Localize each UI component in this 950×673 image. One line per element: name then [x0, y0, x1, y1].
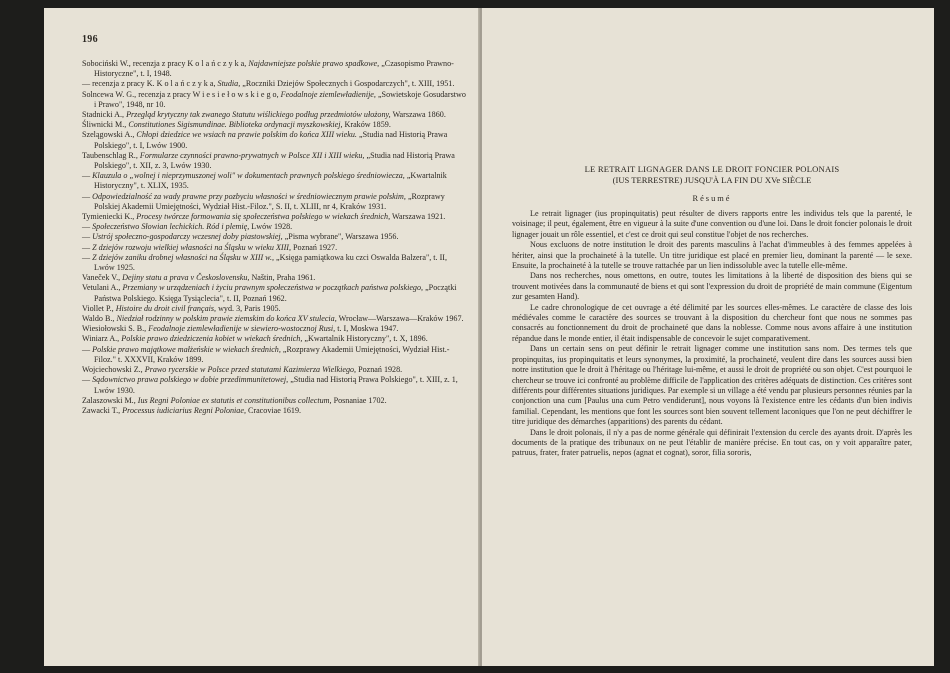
resume-paragraph: Dans nos recherches, nous omettons, en outre, toutes les limitations à la liberté de disposition des biens qui se trouvent motivées dans la communauté de biens et qui sont l'expression du droit de propriété de main commune (Eigentum zur gesamten Hand). [512, 271, 912, 302]
entry-author: Wojciechowski Z., [82, 365, 143, 375]
bibliography-entry [82, 90, 468, 110]
article-subtitle: (IUS TERRESTRE) JUSQU'À LA FIN DU XVe SIÈCLE [612, 175, 812, 185]
entry-author: Viollet P., [82, 303, 114, 313]
entry-title: Z dziejów zaniku drobnej własności na Śląsku w XIII w., [92, 252, 275, 262]
entry-publication: wyd. 3, Paris 1905. [218, 303, 281, 313]
entry-author: — [82, 344, 91, 354]
left-page [44, 8, 480, 666]
entry-publication: „Kwartalnik Historyczny", t. XLIX, 1935. [94, 171, 447, 191]
bibliography-entry [82, 283, 468, 303]
bibliography-list [82, 59, 468, 416]
entry-title: Prawo rycerskie w Polsce przed statutami Kazimierza Wielkiego, [144, 365, 357, 375]
entry-title: Processus iudiciarius Regni Poloniae, [122, 405, 246, 415]
entry-publication: „Pisma wybrane", Warszawa 1956. [284, 232, 399, 242]
entry-author: — [82, 191, 91, 201]
entry-title: Najdawniejsze polskie prawo spadkowe, [248, 59, 380, 68]
entry-publication: Warszawa 1921. [391, 212, 446, 222]
bibliography-entry [82, 273, 468, 283]
bibliography-entry [82, 171, 468, 191]
entry-publication: Wrocław—Warszawa—Kraków 1967. [338, 314, 464, 324]
entry-publication: Lwów 1928. [251, 222, 293, 232]
bibliography-entry [82, 79, 468, 89]
entry-title: Przemiany w urządzeniach i życiu prawnym społeczeństwa w początkach państwa polskiego, [122, 283, 424, 293]
entry-title: Z dziejów rozwoju wielkiej własności na Śląsku w wieku XIII, [92, 242, 292, 252]
bibliography-entry [82, 365, 468, 375]
entry-publication: „Księga pamiątkowa ku czci Oswalda Balzera", t. II, Lwów 1925. [94, 252, 447, 273]
entry-author: Stadnicki A., [82, 110, 125, 120]
entry-publication: „Roczniki Dziejów Społecznych i Gospodarczych", t. XIII, 1951. [242, 79, 455, 89]
bibliography-entry [82, 192, 468, 212]
entry-publication: „Studia nad Historią Prawa Polskiego", t. XII, z. 3, Lwów 1930. [94, 150, 455, 171]
entry-title: Polskie prawo majątkowe małżeńskie w wiekach średnich, [92, 344, 281, 354]
resume-text [512, 209, 912, 459]
entry-title: Studia, [217, 79, 241, 89]
entry-publication: „Rozprawy Polskiej Akademii Umiejętności, Wydział Hist.-Filoz.", S. II, t. XLIII, nr 4, Kraków 1931. [94, 191, 445, 211]
entry-publication: Posnaniae 1702. [333, 395, 387, 405]
entry-author: Tymieniecki K., [82, 212, 135, 222]
entry-publication: Cracoviae 1619. [248, 405, 302, 415]
entry-author: Zawacki T., [82, 405, 121, 415]
entry-author: — [82, 232, 91, 242]
bibliography-entry [82, 396, 468, 406]
bibliography-entry [82, 222, 468, 232]
entry-publication: „Początki Państwa Polskiego. Księga Tysiąclecia", t. II, Poznań 1962. [94, 283, 457, 303]
entry-publication: Naštin, Praha 1961. [251, 273, 316, 283]
entry-author: — recenzja z pracy K. K o l a ń c z y k a, [82, 79, 216, 89]
entry-author: Vetulani A., [82, 283, 121, 293]
entry-author: Waldo B., [82, 314, 115, 324]
entry-title: Przegląd krytyczny tak zwanego Statutu wiślickiego podług przedmiotów ułożony, [126, 110, 391, 120]
entry-publication: Warszawa 1860. [392, 110, 446, 120]
entry-title: Polskie prawo dziedziczenia kobiet w wiekach średnich, [121, 334, 303, 344]
resume-paragraph: Dans un certain sens on peut définir le retrait lignager comme une institution sans nom. Des termes tels que propinquitas, ius propinquitatis et leurs synonymes, la proximité, la prochaineté, veulent dire dans les sources aussi bien notre institution que le droit à l'héritage ou l'héritage lui-même, et aussi le droit de propriété ou son objet. C'est pourquoi le chercheur se trouve ici confronté au problème difficile de l'application des critères adéquats de distinction. Ces critères sont différents pour différentes situations juridiques. Par exemple si un village a été vendu par plusieurs personnes réunies par la conjonction una cum [Paulus una cum Petro vendiderunt], nous voyons là l'existence entre les cédants d'un bien indivis familial. Cependant, les mentions que font les sources sont bien souvent tellement laconiques que l'on ne peut déchiffrer le titre juridique des démarches (apparitions) des parents du cédant. [512, 344, 913, 427]
entry-publication: t. I, Moskwa 1947. [337, 324, 399, 334]
entry-author: — [82, 252, 91, 262]
entry-title: Feodalnoje ziemlewładienije, [280, 89, 376, 99]
entry-title: Społeczeństwo Słowian lechickich. Ród i plemię, [92, 222, 250, 232]
entry-publication: Poznań 1928. [358, 365, 403, 375]
entry-author: Szelągowski A., [82, 130, 135, 140]
entry-author: — [82, 242, 91, 252]
entry-author: Solncewa W. G., recenzja z pracy W i e s i e ł o w s k i e g o, [82, 89, 279, 99]
entry-publication: „Czasopismo Prawno-Historyczne", t. I, 1948. [94, 59, 454, 79]
bibliography-entry [82, 59, 468, 79]
bibliography-entry [82, 375, 468, 395]
bibliography-entry [82, 406, 468, 416]
bibliography-entry [82, 232, 468, 242]
entry-publication: Kraków 1859. [344, 120, 391, 130]
entry-title: Ustrój społeczno-gospodarczy wczesnej doby piastowskiej, [92, 232, 283, 242]
entry-title: Chłopi dziedzice we wsiach na prawie polskim do końca XIII wieku. [136, 130, 357, 140]
bibliography-entry [82, 253, 468, 273]
entry-title: Klauzula o „wolnej i nieprzymuszonej woli" w dokumentach prawnych polskiego średniowiecza, [92, 171, 405, 181]
bibliography-entry [82, 212, 468, 222]
article-title: LE RETRAIT LIGNAGER DANS LE DROIT FONCIER POLONAIS [584, 164, 840, 174]
entry-publication: „Kwartalnik Historyczny", t. X, 1896. [304, 334, 428, 344]
entry-title: Procesy twórcze formowania się społeczeństwa polskiego w wiekach średnich, [136, 212, 391, 222]
entry-author: Wiesiołowski S. B., [82, 324, 147, 334]
entry-title: Niedział rodzinny w polskim prawie ziemskim do końca XV stulecia, [116, 314, 337, 324]
resume-paragraph: Nous excluons de notre institution le droit des parents masculins à l'achat d'immeubles à des femmes appelées à hériter, ainsi que la prochaineté à la tutelle. Un titre juridique est placé en premier lieu, dominant la parenté — le sexe. Ensuite, la prochaineté à la tutelle se trouve rattachée par un lien indissoluble avec la tutelle elle-même. [512, 240, 912, 271]
resume-paragraph: Le retrait lignager (ius propinquitatis) peut résulter de divers rapports entre les individus tels que la parenté, le voisinage; il peut, également, être en vigueur à la suite d'une convention ou d'une loi. Dans le droit foncier polonais le droit lignager jouait un rôle essentiel, et c'est ce droit qui seul constitue l'objet de nos recherches. [512, 209, 912, 239]
bibliography-entry [82, 110, 468, 120]
entry-author: Zalaszowski M., [82, 395, 136, 405]
entry-title: Ius Regni Poloniae ex statutis et constitutionibus collectum, [137, 395, 332, 405]
entry-author: Taubenschlag R., [82, 150, 138, 160]
bibliography-entry [82, 243, 468, 253]
entry-title: Formularze czynności prawno-prywatnych w Polsce XII i XIII wieku, [139, 150, 365, 160]
entry-title: Dejiny statu a prava v Československu, [122, 273, 250, 283]
entry-author: Vaneček V., [82, 273, 121, 283]
entry-publication: „Studia nad Historią Prawa Polskiego", t. XIII, z. 1, Lwów 1930. [94, 375, 458, 395]
bibliography-entry [82, 151, 468, 171]
bibliography-entry [82, 345, 468, 365]
entry-title: Sądownictwo prawa polskiego w dobie przedimmunitetowej, [92, 375, 289, 385]
bibliography-entry [82, 314, 468, 324]
bibliography-entry [82, 334, 468, 344]
entry-title: Constitutiones Sigismundinae. Biblioteka ordynacji myszkowskiej, [128, 120, 343, 130]
entry-publication: Poznań 1927. [293, 242, 338, 252]
bibliography-entry [82, 324, 468, 334]
entry-title: Feodalnoje ziemlewładienije w siewiero-wostocznoj Rusi, [148, 324, 336, 334]
bibliography-entry [82, 130, 468, 150]
resume-paragraph: Le cadre chronologique de cet ouvrage a été délimité par les sources elles-mêmes. Le caractère de classe des lois médiévales comme le caractère des sources se trouvant à la disposition du chercheur font que nous ne sommes pas consacrés au fonctionnement du droit de prochaineté que dans la noblesse. Comme nous avons affaire à une institution répandue dans le monde entier, il était indispensable de concevoir le sujet comparativement. [512, 302, 912, 343]
entry-author: Winiarz A., [82, 334, 120, 344]
entry-author: — [82, 375, 91, 385]
resume-heading: Résumé [692, 194, 732, 203]
entry-title: Odpowiedzialność za wady prawne przy pozbyciu własności w średniowiecznym prawie polskim, [92, 191, 406, 201]
page-number: 196 [82, 34, 98, 45]
entry-author: — [82, 222, 91, 232]
entry-title: Histoire du droit civil français, [115, 303, 217, 313]
resume-paragraph: Dans le droit polonais, il n'y a pas de norme générale qui définirait l'extension du cercle des ayants droit. D'après les documents de la pratique des tribunaux on ne peut l'établir de manière précise. En tout cas, on y voit apparaître pater, patruus, frater, frater patruelis, nepos (agnat et cognat), soror, filia sororis, [512, 427, 912, 458]
entry-author: Sobociński W., recenzja z pracy K o l a ń c z y k a, [82, 59, 247, 68]
bibliography-entry [82, 120, 468, 130]
entry-author: — [82, 171, 91, 181]
entry-publication: „Rozprawy Akademii Umiejętności, Wydział Hist.-Filoz." t. XXXVII, Kraków 1899. [94, 344, 450, 364]
entry-publication: „Sowietskoje Gosudarstwo i Prawo", 1948, nr 10. [94, 89, 466, 109]
right-page [482, 8, 934, 666]
entry-publication: „Studia nad Historią Prawa Polskiego", t. I, Lwów 1900. [94, 130, 448, 150]
bibliography-entry [82, 304, 468, 314]
entry-author: Śliwnicki M., [82, 120, 127, 130]
top-whitespace [512, 8, 912, 164]
